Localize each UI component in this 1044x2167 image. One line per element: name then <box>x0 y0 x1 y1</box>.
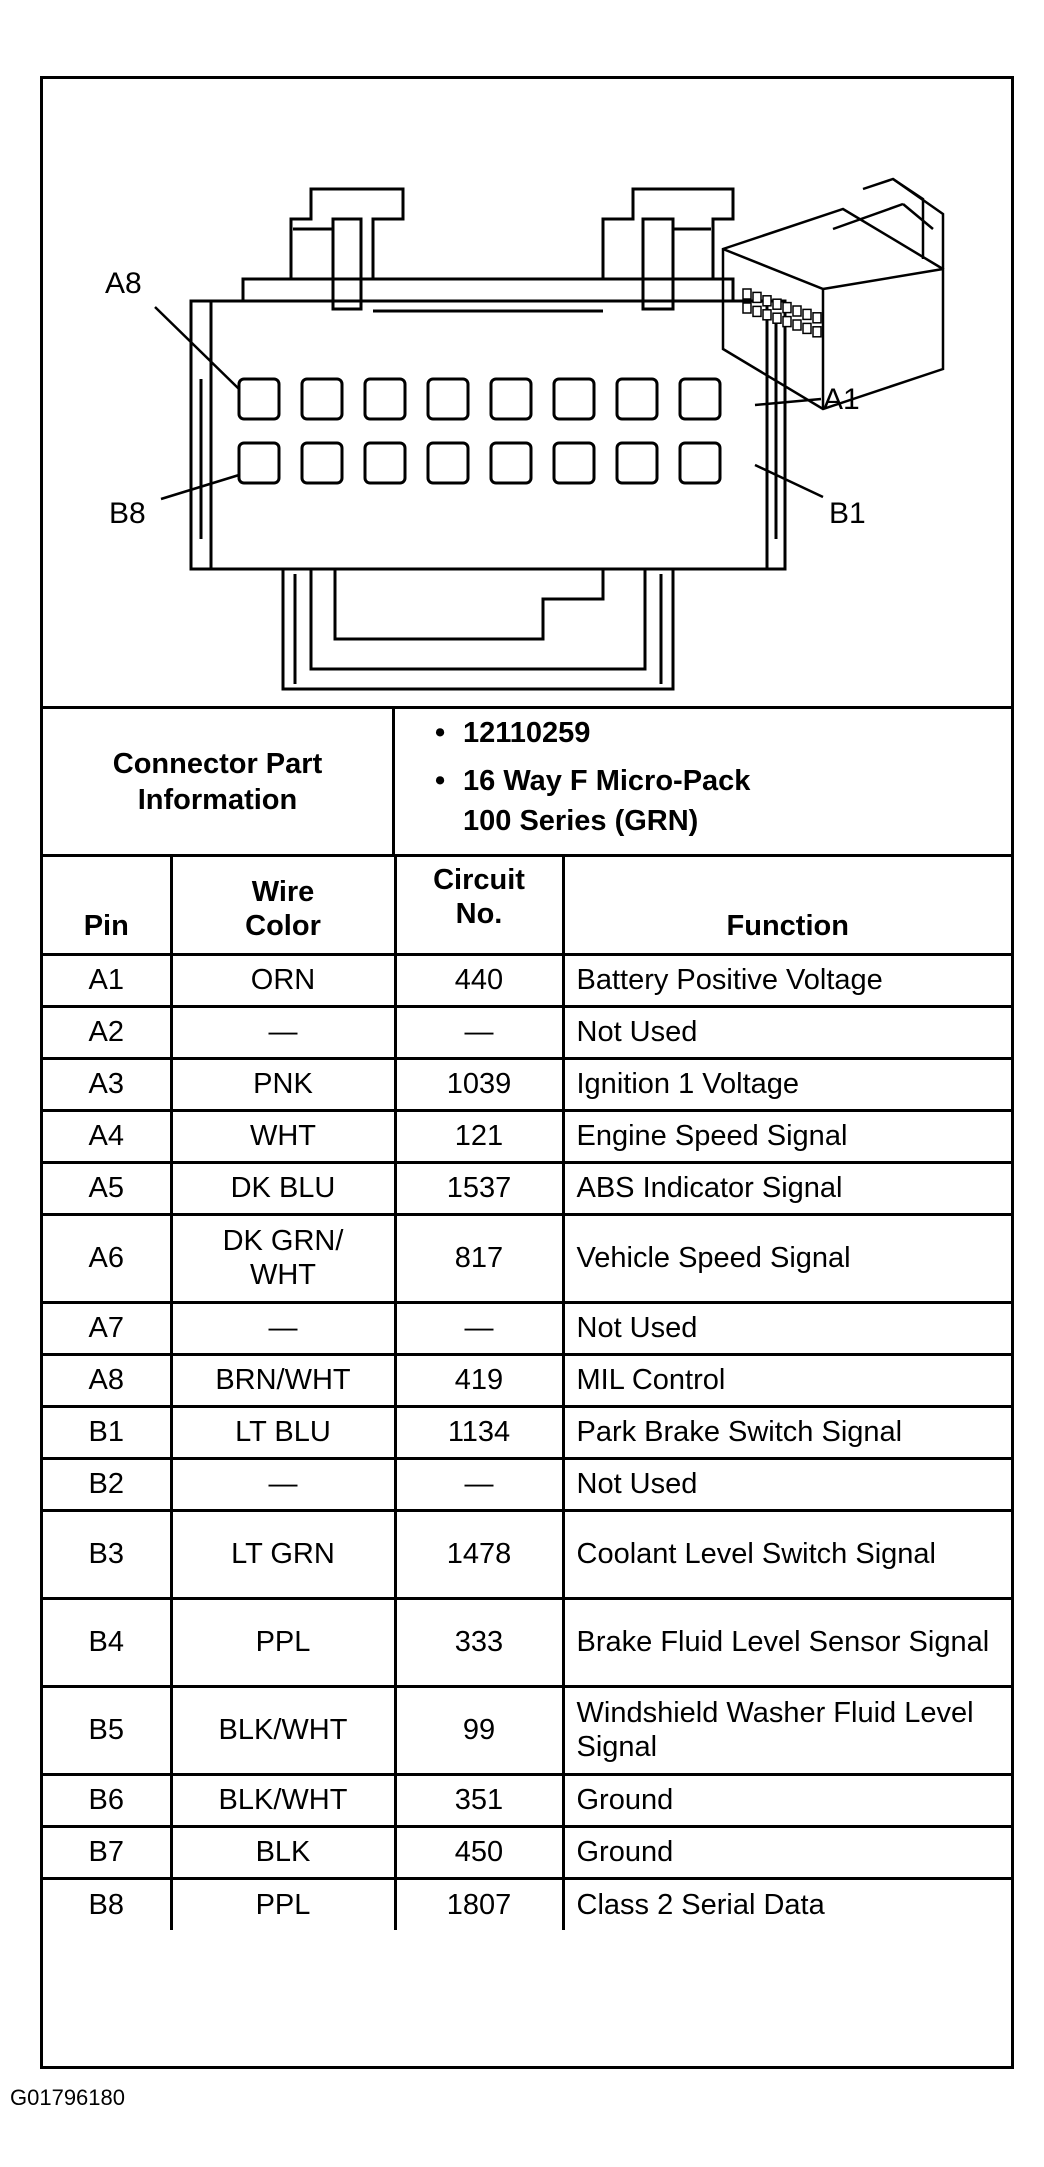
cell-wire-color: — <box>171 1006 395 1058</box>
mini-pin-cavity <box>773 299 781 309</box>
mini-pin-cavity <box>743 289 751 299</box>
pin-cavity <box>239 379 279 419</box>
pin-cavity <box>428 379 468 419</box>
table-row <box>43 1878 1011 1930</box>
cell-wire-color: — <box>171 1302 395 1354</box>
cell-wire-color: PPL <box>171 1598 395 1686</box>
cell-wire-color: WHT <box>171 1110 395 1162</box>
header-wire-color-line2: Color <box>245 909 321 942</box>
cell-circuit: 121 <box>395 1110 563 1162</box>
cell-pin: A2 <box>43 1006 171 1058</box>
mini-pin-cavity <box>753 306 761 316</box>
table-row <box>43 1354 1011 1406</box>
cell-pin: B5 <box>43 1686 171 1774</box>
pin-cavity <box>302 379 342 419</box>
part-number: 12110259 <box>463 717 591 749</box>
cell-circuit: 1478 <box>395 1510 563 1598</box>
cell-function: Park Brake Switch Signal <box>563 1406 1011 1458</box>
header-wire-color <box>171 857 395 954</box>
mini-pin-cavity <box>763 296 771 306</box>
pin-cavity <box>491 443 531 483</box>
part-description-line2-item <box>463 805 698 838</box>
cell-pin: A5 <box>43 1162 171 1214</box>
mini-pin-cavity <box>793 320 801 330</box>
pin-cavity <box>554 443 594 483</box>
cell-function: Ground <box>563 1826 1011 1878</box>
cell-pin: B4 <box>43 1598 171 1686</box>
pin-cavity <box>680 379 720 419</box>
cell-circuit: 99 <box>395 1686 563 1774</box>
mini-pin-cavity <box>813 327 821 337</box>
part-description-line1: 16 Way F Micro-Pack <box>463 765 751 797</box>
cell-wire-color: BLK <box>171 1826 395 1878</box>
cell-circuit: 419 <box>395 1354 563 1406</box>
cell-pin: A1 <box>43 954 171 1006</box>
cell-circuit: 1537 <box>395 1162 563 1214</box>
mini-pin-cavity <box>743 303 751 313</box>
pin-label-b8: B8 <box>109 497 146 530</box>
part-number-item: • 12110259 <box>435 717 591 749</box>
table-row <box>43 1774 1011 1826</box>
pin-cavity <box>491 379 531 419</box>
cell-function: Windshield Washer Fluid Level Signal <box>563 1686 1011 1774</box>
cell-pin: B8 <box>43 1878 171 1930</box>
cell-circuit: 1039 <box>395 1058 563 1110</box>
cell-wire-color: BRN/WHT <box>171 1354 395 1406</box>
leader-a8 <box>155 307 239 389</box>
cell-wire-color: BLK/WHT <box>171 1774 395 1826</box>
pin-label-a8: A8 <box>105 267 142 300</box>
cell-function: Engine Speed Signal <box>563 1110 1011 1162</box>
pinout-table-body <box>43 954 1011 1930</box>
table-row <box>43 954 1011 1006</box>
header-circuit-line2: No. <box>455 898 503 930</box>
table-row <box>43 1302 1011 1354</box>
table-row <box>43 1598 1011 1686</box>
cell-wire-color: DK BLU <box>171 1162 395 1214</box>
cell-function: Not Used <box>563 1302 1011 1354</box>
header-pin: Pin <box>43 857 171 954</box>
cell-wire-color: BLK/WHT <box>171 1686 395 1774</box>
cell-circuit: — <box>395 1006 563 1058</box>
cell-function: Vehicle Speed Signal <box>563 1214 1011 1302</box>
cell-circuit: — <box>395 1458 563 1510</box>
cell-pin: A8 <box>43 1354 171 1406</box>
mini-pin-cavity <box>783 317 791 327</box>
cell-wire-color: PPL <box>171 1878 395 1930</box>
connector-face-drawing <box>43 79 1011 706</box>
pin-cavity <box>680 443 720 483</box>
mini-pin-cavity <box>763 310 771 320</box>
table-row <box>43 1510 1011 1598</box>
cell-function: MIL Control <box>563 1354 1011 1406</box>
mini-pin-cavity <box>803 323 811 333</box>
table-row <box>43 1110 1011 1162</box>
pin-cavity <box>617 379 657 419</box>
cell-function: Battery Positive Voltage <box>563 954 1011 1006</box>
mini-pin-cavity <box>783 303 791 313</box>
pin-label-a1: A1 <box>823 383 860 416</box>
connector-body <box>211 301 767 569</box>
cell-wire-color: PNK <box>171 1058 395 1110</box>
connector-part-info-label-cell <box>43 709 395 854</box>
cell-circuit: 333 <box>395 1598 563 1686</box>
pinout-table <box>43 857 1011 1930</box>
mini-pin-cavity <box>773 313 781 323</box>
cell-pin: A6 <box>43 1214 171 1302</box>
mini-pin-cavity <box>813 313 821 323</box>
cell-function: Class 2 Serial Data <box>563 1878 1011 1930</box>
cell-pin: B6 <box>43 1774 171 1826</box>
connector-part-info <box>43 709 1011 857</box>
table-row <box>43 1826 1011 1878</box>
figure-code: G01796180 <box>10 2085 125 2110</box>
cell-circuit: 450 <box>395 1826 563 1878</box>
mini-pin-cavity <box>753 292 761 302</box>
connector-isometric-sketch <box>723 79 943 409</box>
connector-sheet <box>40 76 1014 2069</box>
mini-pin-cavity <box>793 306 801 316</box>
cell-pin: B2 <box>43 1458 171 1510</box>
mini-pin-cavity <box>803 309 811 319</box>
part-description-line2: 100 Series (GRN) <box>463 805 699 837</box>
leader-b1 <box>755 465 823 497</box>
table-row <box>43 1214 1011 1302</box>
pin-label-b1: B1 <box>829 497 866 530</box>
cell-pin: A3 <box>43 1058 171 1110</box>
table-row <box>43 1058 1011 1110</box>
cell-circuit: 440 <box>395 954 563 1006</box>
cell-circuit: 1807 <box>395 1878 563 1930</box>
cell-pin: A4 <box>43 1110 171 1162</box>
connector-part-info-label: Connector Part Information <box>112 747 323 816</box>
table-row <box>43 1686 1011 1774</box>
table-row <box>43 1162 1011 1214</box>
cell-pin: A7 <box>43 1302 171 1354</box>
cell-circuit: 1134 <box>395 1406 563 1458</box>
cell-circuit: — <box>395 1302 563 1354</box>
cell-pin: B7 <box>43 1826 171 1878</box>
part-description-item: • 16 Way F Micro-Pack <box>435 765 751 797</box>
cell-pin: B1 <box>43 1406 171 1458</box>
connector-part-info-values <box>395 709 1011 854</box>
cell-wire-color: DK GRN/ WHT <box>171 1214 395 1302</box>
cell-wire-color: LT BLU <box>171 1406 395 1458</box>
pin-cavity <box>365 443 405 483</box>
cell-function: Brake Fluid Level Sensor Signal <box>563 1598 1011 1686</box>
connector-diagram <box>43 79 1011 709</box>
pin-cavity <box>617 443 657 483</box>
pin-cavities <box>239 379 720 483</box>
header-circuit-no <box>395 857 563 954</box>
pin-cavity <box>428 443 468 483</box>
pin-cavity <box>239 443 279 483</box>
cell-pin: B3 <box>43 1510 171 1598</box>
pinout-header-row <box>43 857 1011 954</box>
cell-circuit: 351 <box>395 1774 563 1826</box>
cell-function: Ground <box>563 1774 1011 1826</box>
pin-cavity <box>302 443 342 483</box>
cell-function: ABS Indicator Signal <box>563 1162 1011 1214</box>
pin-cavity <box>554 379 594 419</box>
cell-function: Not Used <box>563 1006 1011 1058</box>
header-circuit-line1: Circuit <box>433 864 525 896</box>
header-function: Function <box>563 857 1011 954</box>
header-wire-color-line1: Wire <box>251 875 315 908</box>
pin-cavity <box>365 379 405 419</box>
cell-function: Ignition 1 Voltage <box>563 1058 1011 1110</box>
cell-circuit: 817 <box>395 1214 563 1302</box>
cell-function: Not Used <box>563 1458 1011 1510</box>
cell-wire-color: ORN <box>171 954 395 1006</box>
cell-wire-color: LT GRN <box>171 1510 395 1598</box>
table-row <box>43 1006 1011 1058</box>
cell-function: Coolant Level Switch Signal <box>563 1510 1011 1598</box>
table-row <box>43 1458 1011 1510</box>
table-row <box>43 1406 1011 1458</box>
cell-wire-color: — <box>171 1458 395 1510</box>
